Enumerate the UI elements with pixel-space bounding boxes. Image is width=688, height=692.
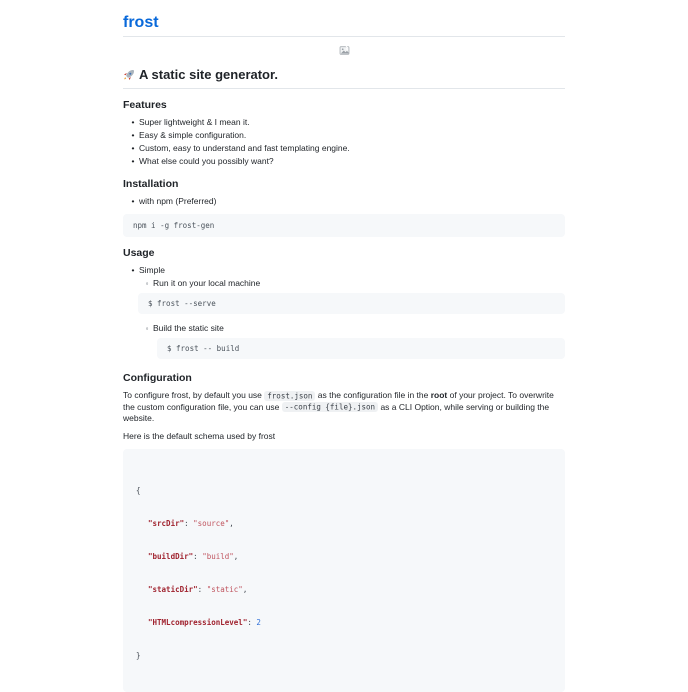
usage-heading: Usage — [123, 247, 155, 259]
configuration-paragraph: To configure frost, by default you use frost.json as the configuration file in the root of your project. To overwrite the custom configuration file, you can use --config {file}.json as a CLI Option, while serving or building the website. — [123, 390, 554, 423]
inline-code-frost-json: frost.json — [264, 391, 315, 401]
inline-code-config-option: --config {file}.json — [282, 402, 378, 412]
list-item: • Custom, easy to understand and fast templating engine. — [123, 142, 565, 155]
schema-intro: Here is the default schema used by frost — [123, 430, 276, 441]
usage-build-code-block: $ frost -- build — [157, 338, 565, 359]
schema-close-brace: } — [136, 650, 141, 660]
list-item: ◦ Run it on your local machine — [123, 277, 565, 290]
rocket-icon — [123, 69, 135, 81]
schema-entry: "HTMLcompressionLevel": 2 — [148, 617, 261, 627]
usage-list — [123, 264, 565, 290]
schema-entry: "staticDir": "static", — [148, 584, 248, 594]
features-list — [123, 116, 565, 168]
readme-page — [123, 0, 565, 692]
installation-heading: Installation — [123, 178, 179, 190]
schema-entry: "buildDir": "build", — [148, 551, 239, 561]
schema-entry: "srcDir": "source", — [148, 518, 234, 528]
list-item: ◦ Build the static site — [123, 322, 565, 335]
broken-image-icon — [339, 45, 350, 56]
page-title[interactable]: frost — [123, 13, 565, 37]
tagline-text: A static site generator. — [139, 67, 278, 82]
schema-code-block — [123, 449, 565, 692]
usage-serve-code-block: $ frost --serve — [138, 293, 565, 314]
hero-image-wrap — [123, 42, 565, 56]
usage-list-continued — [123, 322, 565, 335]
list-item: • with npm (Preferred) — [123, 195, 565, 208]
configuration-heading: Configuration — [123, 372, 192, 384]
list-item: • Easy & simple configuration. — [123, 129, 565, 142]
features-heading: Features — [123, 99, 167, 111]
installation-list — [123, 195, 565, 208]
install-code-block: npm i -g frost-gen — [123, 214, 565, 237]
list-item: • Super lightweight & I mean it. — [123, 116, 565, 129]
list-item: • Simple — [123, 264, 565, 277]
tagline-heading — [123, 67, 565, 89]
list-item: • What else could you possibly want? — [123, 155, 565, 168]
schema-open-brace: { — [136, 485, 141, 495]
